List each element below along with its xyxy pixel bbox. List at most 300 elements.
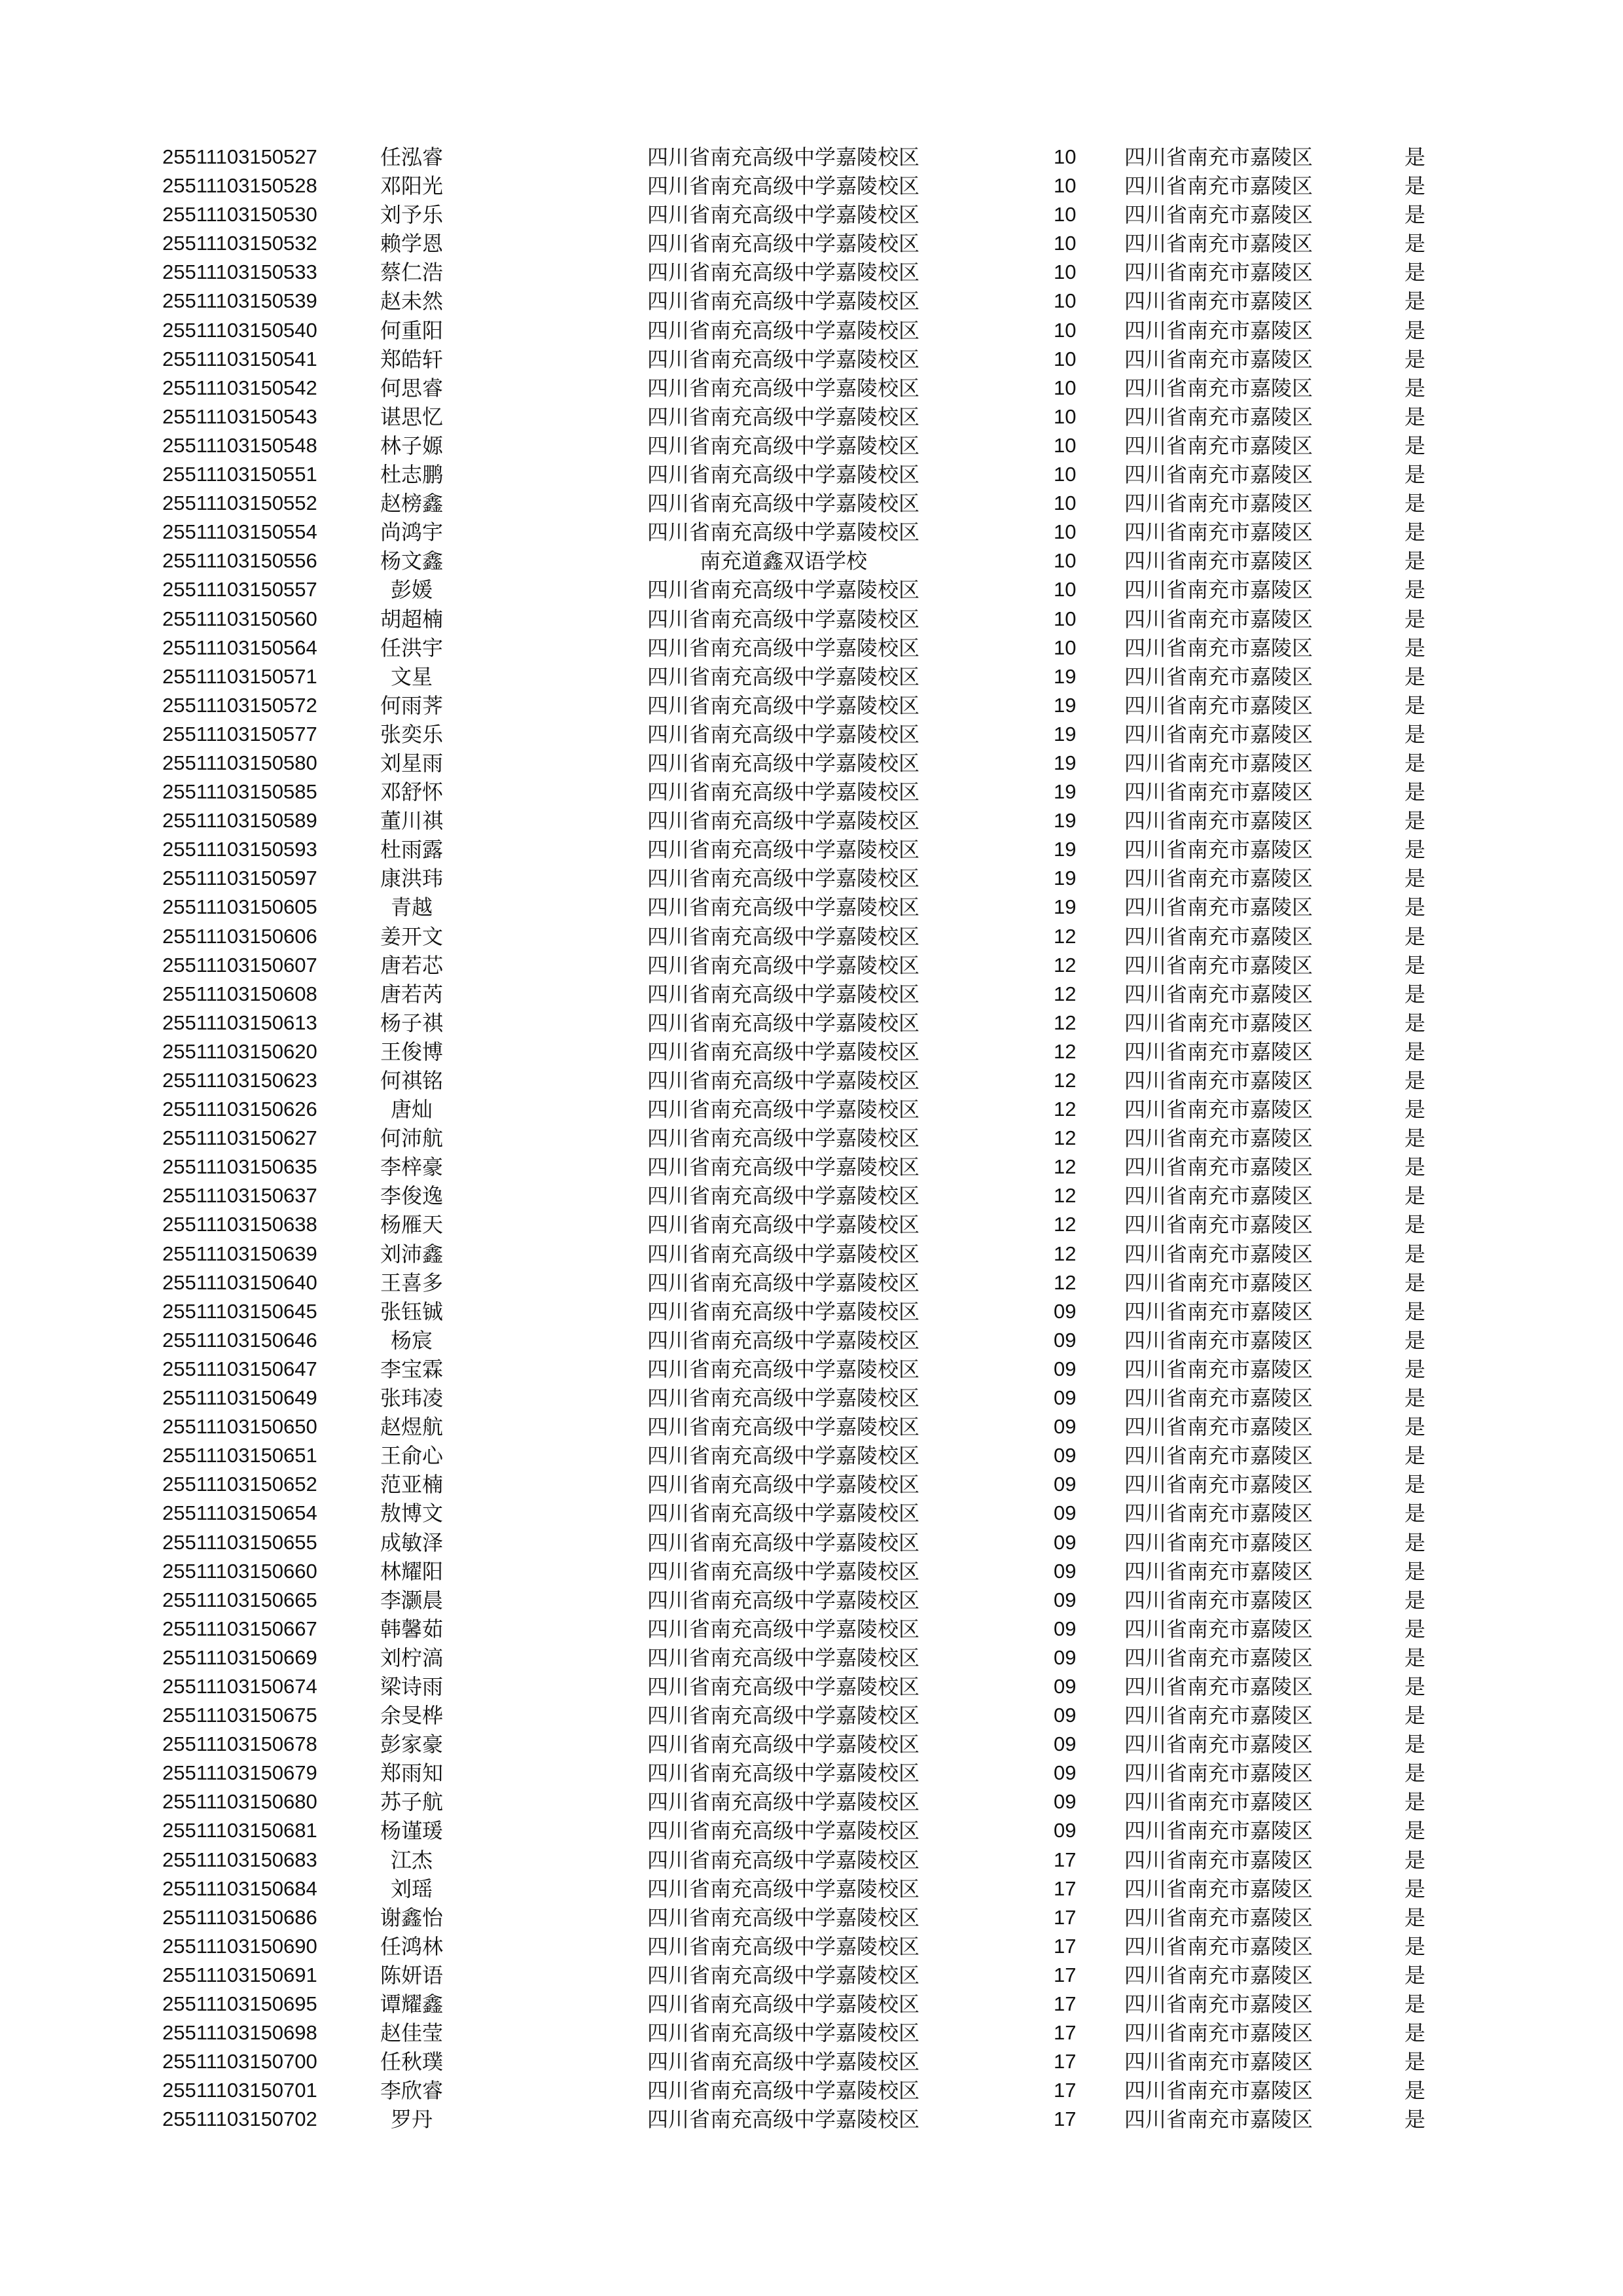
flag-cell: 是 xyxy=(1404,1876,1426,1901)
school-cell: 四川省南充高级中学嘉陵校区 xyxy=(647,1847,919,1873)
student-name-cell: 赵煜航 xyxy=(380,1414,443,1440)
student-id-cell: 25511103150678 xyxy=(162,1732,317,1756)
flag-cell: 是 xyxy=(1404,2020,1426,2046)
class-cell: 10 xyxy=(1054,203,1077,226)
table-row xyxy=(0,258,1623,287)
table-row xyxy=(0,460,1623,489)
table-row xyxy=(0,1730,1623,1759)
student-name-cell: 杨文鑫 xyxy=(380,548,443,574)
table-row xyxy=(0,575,1623,604)
flag-cell: 是 xyxy=(1404,780,1426,805)
class-cell: 17 xyxy=(1054,1992,1077,2015)
student-name-cell: 唐若芮 xyxy=(380,981,443,1007)
table-row xyxy=(0,1268,1623,1297)
student-id-cell: 25511103150683 xyxy=(162,1848,317,1871)
school-cell: 四川省南充高级中学嘉陵校区 xyxy=(647,1356,919,1382)
class-cell: 12 xyxy=(1054,1242,1077,1265)
school-cell: 四川省南充高级中学嘉陵校区 xyxy=(647,1703,919,1729)
class-cell: 09 xyxy=(1054,1674,1077,1698)
student-id-cell: 25511103150577 xyxy=(162,722,317,745)
student-name-cell: 董川祺 xyxy=(380,808,443,834)
school-cell: 四川省南充高级中学嘉陵校区 xyxy=(647,1933,919,1959)
student-name-cell: 范亚楠 xyxy=(380,1472,443,1498)
flag-cell: 是 xyxy=(1404,1674,1426,1699)
region-cell: 四川省南充市嘉陵区 xyxy=(1124,375,1313,401)
student-name-cell: 胡超楠 xyxy=(380,606,443,632)
class-cell: 10 xyxy=(1054,376,1077,399)
class-cell: 19 xyxy=(1054,867,1077,890)
flag-cell: 是 xyxy=(1404,1327,1426,1353)
school-cell: 四川省南充高级中学嘉陵校区 xyxy=(647,1530,919,1555)
student-id-cell: 25511103150560 xyxy=(162,607,317,630)
region-cell: 四川省南充市嘉陵区 xyxy=(1124,1097,1313,1122)
student-name-cell: 王俊博 xyxy=(380,1039,443,1064)
school-cell: 四川省南充高级中学嘉陵校区 xyxy=(647,289,919,314)
flag-cell: 是 xyxy=(1404,1732,1426,1757)
table-row xyxy=(0,1643,1623,1672)
flag-cell: 是 xyxy=(1404,1933,1426,1959)
table-row xyxy=(0,200,1623,229)
class-cell: 09 xyxy=(1054,1559,1077,1583)
student-name-cell: 李俊逸 xyxy=(380,1183,443,1209)
region-cell: 四川省南充市嘉陵区 xyxy=(1124,1876,1313,1901)
class-cell: 10 xyxy=(1054,404,1077,428)
table-row xyxy=(0,1672,1623,1701)
flag-cell: 是 xyxy=(1404,1789,1426,1815)
flag-cell: 是 xyxy=(1404,1443,1426,1469)
school-cell: 四川省南充高级中学嘉陵校区 xyxy=(647,1270,919,1295)
flag-cell: 是 xyxy=(1404,2107,1426,2132)
student-id-cell: 25511103150620 xyxy=(162,1039,317,1063)
flag-cell: 是 xyxy=(1404,1587,1426,1613)
student-name-cell: 王俞心 xyxy=(380,1443,443,1469)
student-name-cell: 任秋璞 xyxy=(380,2049,443,2075)
class-cell: 19 xyxy=(1054,664,1077,688)
class-cell: 09 xyxy=(1054,1588,1077,1611)
table-row xyxy=(0,1240,1623,1268)
school-cell: 四川省南充高级中学嘉陵校区 xyxy=(647,808,919,834)
flag-cell: 是 xyxy=(1404,433,1426,458)
region-cell: 四川省南充市嘉陵区 xyxy=(1124,2020,1313,2046)
region-cell: 四川省南充市嘉陵区 xyxy=(1124,462,1313,488)
student-name-cell: 彭家豪 xyxy=(380,1732,443,1757)
flag-cell: 是 xyxy=(1404,145,1426,170)
region-cell: 四川省南充市嘉陵区 xyxy=(1124,173,1313,199)
table-row xyxy=(0,778,1623,806)
school-cell: 四川省南充高级中学嘉陵校区 xyxy=(647,433,919,458)
class-cell: 10 xyxy=(1054,520,1077,544)
student-name-cell: 刘沛鑫 xyxy=(380,1241,443,1266)
flag-cell: 是 xyxy=(1404,664,1426,689)
region-cell: 四川省南充市嘉陵区 xyxy=(1124,2049,1313,2075)
table-row xyxy=(0,403,1623,431)
student-id-cell: 25511103150585 xyxy=(162,780,317,804)
student-id-cell: 25511103150593 xyxy=(162,838,317,861)
student-id-cell: 25511103150639 xyxy=(162,1242,317,1265)
student-name-cell: 刘予乐 xyxy=(380,202,443,228)
flag-cell: 是 xyxy=(1404,952,1426,978)
student-id-cell: 25511103150540 xyxy=(162,318,317,342)
student-id-cell: 25511103150608 xyxy=(162,982,317,1005)
student-name-cell: 张玮凌 xyxy=(380,1386,443,1411)
table-row xyxy=(0,1153,1623,1181)
class-cell: 09 xyxy=(1054,1732,1077,1756)
region-cell: 四川省南充市嘉陵区 xyxy=(1124,635,1313,660)
student-id-cell: 25511103150680 xyxy=(162,1790,317,1814)
student-id-cell: 25511103150532 xyxy=(162,232,317,255)
flag-cell: 是 xyxy=(1404,289,1426,314)
table-row xyxy=(0,835,1623,864)
table-row xyxy=(0,1095,1623,1124)
region-cell: 四川省南充市嘉陵区 xyxy=(1124,1645,1313,1670)
class-cell: 12 xyxy=(1054,924,1077,948)
student-id-cell: 25511103150698 xyxy=(162,2021,317,2045)
student-name-cell: 何思睿 xyxy=(380,375,443,401)
flag-cell: 是 xyxy=(1404,1992,1426,2017)
flag-cell: 是 xyxy=(1404,1356,1426,1382)
student-id-cell: 25511103150543 xyxy=(162,404,317,428)
flag-cell: 是 xyxy=(1404,1530,1426,1555)
flag-cell: 是 xyxy=(1404,2049,1426,2075)
region-cell: 四川省南充市嘉陵区 xyxy=(1124,1501,1313,1526)
flag-cell: 是 xyxy=(1404,1703,1426,1729)
student-id-cell: 25511103150542 xyxy=(162,376,317,399)
table-row xyxy=(0,1701,1623,1730)
school-cell: 南充道鑫双语学校 xyxy=(699,548,867,574)
class-cell: 12 xyxy=(1054,1213,1077,1236)
region-cell: 四川省南充市嘉陵区 xyxy=(1124,145,1313,170)
student-id-cell: 25511103150679 xyxy=(162,1761,317,1785)
class-cell: 12 xyxy=(1054,1039,1077,1063)
region-cell: 四川省南充市嘉陵区 xyxy=(1124,260,1313,285)
region-cell: 四川省南充市嘉陵区 xyxy=(1124,1126,1313,1151)
student-name-cell: 杜雨露 xyxy=(380,837,443,863)
school-cell: 四川省南充高级中学嘉陵校区 xyxy=(647,1761,919,1786)
student-name-cell: 赖学恩 xyxy=(380,231,443,257)
region-cell: 四川省南充市嘉陵区 xyxy=(1124,202,1313,228)
school-cell: 四川省南充高级中学嘉陵校区 xyxy=(647,1443,919,1469)
region-cell: 四川省南充市嘉陵区 xyxy=(1124,808,1313,834)
class-cell: 19 xyxy=(1054,809,1077,833)
school-cell: 四川省南充高级中学嘉陵校区 xyxy=(647,491,919,516)
table-row xyxy=(0,1412,1623,1441)
student-name-cell: 陈妍语 xyxy=(380,1962,443,1988)
class-cell: 09 xyxy=(1054,1704,1077,1727)
school-cell: 四川省南充高级中学嘉陵校区 xyxy=(647,721,919,747)
school-cell: 四川省南充高级中学嘉陵校区 xyxy=(647,145,919,170)
student-id-cell: 25511103150623 xyxy=(162,1069,317,1092)
flag-cell: 是 xyxy=(1404,1155,1426,1180)
region-cell: 四川省南充市嘉陵区 xyxy=(1124,231,1313,257)
region-cell: 四川省南充市嘉陵区 xyxy=(1124,1299,1313,1324)
region-cell: 四川省南充市嘉陵区 xyxy=(1124,1414,1313,1440)
student-name-cell: 刘瑶 xyxy=(390,1876,433,1901)
school-cell: 四川省南充高级中学嘉陵校区 xyxy=(647,2107,919,2132)
student-id-cell: 25511103150691 xyxy=(162,1963,317,1986)
student-id-cell: 25511103150674 xyxy=(162,1674,317,1698)
student-id-cell: 25511103150548 xyxy=(162,433,317,457)
student-id-cell: 25511103150646 xyxy=(162,1328,317,1352)
class-cell: 17 xyxy=(1054,1876,1077,1900)
region-cell: 四川省南充市嘉陵区 xyxy=(1124,1761,1313,1786)
table-row xyxy=(0,2018,1623,2047)
class-cell: 17 xyxy=(1054,2021,1077,2045)
class-cell: 12 xyxy=(1054,1011,1077,1034)
student-name-cell: 李欣睿 xyxy=(380,2078,443,2104)
region-cell: 四川省南充市嘉陵区 xyxy=(1124,1558,1313,1584)
flag-cell: 是 xyxy=(1404,173,1426,199)
student-name-cell: 韩馨茹 xyxy=(380,1616,443,1641)
region-cell: 四川省南充市嘉陵区 xyxy=(1124,2107,1313,2132)
student-name-cell: 邓阳光 xyxy=(380,173,443,199)
student-id-cell: 25511103150541 xyxy=(162,347,317,370)
region-cell: 四川省南充市嘉陵区 xyxy=(1124,1327,1313,1353)
region-cell: 四川省南充市嘉陵区 xyxy=(1124,520,1313,545)
school-cell: 四川省南充高级中学嘉陵校区 xyxy=(647,837,919,863)
region-cell: 四川省南充市嘉陵区 xyxy=(1124,2078,1313,2104)
table-row xyxy=(0,1846,1623,1874)
class-cell: 12 xyxy=(1054,982,1077,1005)
student-name-cell: 任泓睿 xyxy=(380,145,443,170)
flag-cell: 是 xyxy=(1404,1414,1426,1440)
flag-cell: 是 xyxy=(1404,837,1426,863)
region-cell: 四川省南充市嘉陵区 xyxy=(1124,548,1313,574)
table-row xyxy=(0,171,1623,200)
table-row xyxy=(0,489,1623,518)
student-name-cell: 姜开文 xyxy=(380,924,443,949)
table-row xyxy=(0,1297,1623,1326)
flag-cell: 是 xyxy=(1404,231,1426,257)
class-cell: 10 xyxy=(1054,636,1077,659)
student-id-cell: 25511103150665 xyxy=(162,1588,317,1611)
student-id-cell: 25511103150528 xyxy=(162,174,317,198)
flag-cell: 是 xyxy=(1404,1039,1426,1064)
school-cell: 四川省南充高级中学嘉陵校区 xyxy=(647,2078,919,2104)
student-id-cell: 25511103150527 xyxy=(162,145,317,168)
student-name-cell: 任洪宇 xyxy=(380,635,443,660)
flag-cell: 是 xyxy=(1404,491,1426,516)
flag-cell: 是 xyxy=(1404,866,1426,891)
region-cell: 四川省南充市嘉陵区 xyxy=(1124,1962,1313,1988)
student-name-cell: 李灏晨 xyxy=(380,1587,443,1613)
flag-cell: 是 xyxy=(1404,1761,1426,1786)
flag-cell: 是 xyxy=(1404,548,1426,574)
region-cell: 四川省南充市嘉陵区 xyxy=(1124,1183,1313,1209)
student-id-cell: 25511103150681 xyxy=(162,1819,317,1842)
region-cell: 四川省南充市嘉陵区 xyxy=(1124,1530,1313,1555)
student-name-cell: 林耀阳 xyxy=(380,1558,443,1584)
student-name-cell: 刘柠滈 xyxy=(380,1645,443,1670)
region-cell: 四川省南充市嘉陵区 xyxy=(1124,433,1313,458)
student-id-cell: 25511103150649 xyxy=(162,1386,317,1410)
flag-cell: 是 xyxy=(1404,520,1426,545)
region-cell: 四川省南充市嘉陵区 xyxy=(1124,1674,1313,1699)
student-name-cell: 尚鸿宇 xyxy=(380,520,443,545)
student-name-cell: 余旻桦 xyxy=(380,1703,443,1729)
flag-cell: 是 xyxy=(1404,692,1426,718)
student-name-cell: 杨谨瑗 xyxy=(380,1818,443,1844)
flag-cell: 是 xyxy=(1404,346,1426,372)
region-cell: 四川省南充市嘉陵区 xyxy=(1124,1847,1313,1873)
school-cell: 四川省南充高级中学嘉陵校区 xyxy=(647,692,919,718)
flag-cell: 是 xyxy=(1404,1962,1426,1988)
region-cell: 四川省南充市嘉陵区 xyxy=(1124,577,1313,603)
class-cell: 09 xyxy=(1054,1819,1077,1842)
school-cell: 四川省南充高级中学嘉陵校区 xyxy=(647,1501,919,1526)
table-row xyxy=(0,1528,1623,1557)
flag-cell: 是 xyxy=(1404,577,1426,603)
region-cell: 四川省南充市嘉陵区 xyxy=(1124,1818,1313,1844)
school-cell: 四川省南充高级中学嘉陵校区 xyxy=(647,780,919,805)
school-cell: 四川省南充高级中学嘉陵校区 xyxy=(647,1386,919,1411)
student-name-cell: 何祺铭 xyxy=(380,1068,443,1093)
class-cell: 10 xyxy=(1054,232,1077,255)
student-id-cell: 25511103150626 xyxy=(162,1098,317,1121)
flag-cell: 是 xyxy=(1404,2078,1426,2104)
region-cell: 四川省南充市嘉陵区 xyxy=(1124,1789,1313,1815)
student-id-cell: 25511103150669 xyxy=(162,1645,317,1669)
flag-cell: 是 xyxy=(1404,1558,1426,1584)
student-name-cell: 林子嫄 xyxy=(380,433,443,458)
region-cell: 四川省南充市嘉陵区 xyxy=(1124,1992,1313,2017)
school-cell: 四川省南充高级中学嘉陵校区 xyxy=(647,981,919,1007)
flag-cell: 是 xyxy=(1404,1501,1426,1526)
class-cell: 09 xyxy=(1054,1617,1077,1640)
student-id-cell: 25511103150551 xyxy=(162,463,317,486)
flag-cell: 是 xyxy=(1404,981,1426,1007)
student-id-cell: 25511103150556 xyxy=(162,549,317,573)
class-cell: 12 xyxy=(1054,1126,1077,1150)
table-row xyxy=(0,634,1623,662)
class-cell: 09 xyxy=(1054,1357,1077,1380)
class-cell: 09 xyxy=(1054,1473,1077,1496)
school-cell: 四川省南充高级中学嘉陵校区 xyxy=(647,1039,919,1064)
table-row xyxy=(0,1557,1623,1586)
table-row xyxy=(0,1441,1623,1470)
table-row xyxy=(0,1903,1623,1932)
student-name-cell: 谌思忆 xyxy=(380,404,443,429)
student-id-cell: 25511103150606 xyxy=(162,924,317,948)
student-name-cell: 杨雁天 xyxy=(380,1212,443,1238)
region-cell: 四川省南充市嘉陵区 xyxy=(1124,1472,1313,1498)
roster-table xyxy=(0,143,1623,2134)
table-row xyxy=(0,951,1623,980)
table-row xyxy=(0,922,1623,951)
table-row xyxy=(0,806,1623,835)
table-row xyxy=(0,316,1623,345)
class-cell: 17 xyxy=(1054,1905,1077,1929)
class-cell: 09 xyxy=(1054,1530,1077,1554)
student-name-cell: 梁诗雨 xyxy=(380,1674,443,1699)
table-row xyxy=(0,1210,1623,1239)
student-id-cell: 25511103150654 xyxy=(162,1501,317,1525)
school-cell: 四川省南充高级中学嘉陵校区 xyxy=(647,260,919,285)
school-cell: 四川省南充高级中学嘉陵校区 xyxy=(647,1097,919,1122)
student-name-cell: 何沛航 xyxy=(380,1126,443,1151)
class-cell: 12 xyxy=(1054,1155,1077,1179)
school-cell: 四川省南充高级中学嘉陵校区 xyxy=(647,1616,919,1641)
student-id-cell: 25511103150660 xyxy=(162,1559,317,1583)
student-name-cell: 王喜多 xyxy=(380,1270,443,1295)
flag-cell: 是 xyxy=(1404,462,1426,488)
flag-cell: 是 xyxy=(1404,1386,1426,1411)
student-name-cell: 彭媛 xyxy=(390,577,433,603)
student-id-cell: 25511103150702 xyxy=(162,2108,317,2131)
student-id-cell: 25511103150690 xyxy=(162,1934,317,1958)
student-id-cell: 25511103150686 xyxy=(162,1905,317,1929)
school-cell: 四川省南充高级中学嘉陵校区 xyxy=(647,1587,919,1613)
table-row xyxy=(0,605,1623,634)
class-cell: 12 xyxy=(1054,1270,1077,1294)
class-cell: 19 xyxy=(1054,838,1077,861)
student-id-cell: 25511103150613 xyxy=(162,1011,317,1034)
table-row xyxy=(0,1990,1623,2018)
region-cell: 四川省南充市嘉陵区 xyxy=(1124,1732,1313,1757)
class-cell: 09 xyxy=(1054,1444,1077,1467)
student-name-cell: 刘星雨 xyxy=(380,750,443,776)
class-cell: 17 xyxy=(1054,2050,1077,2073)
flag-cell: 是 xyxy=(1404,750,1426,776)
student-name-cell: 谢鑫怡 xyxy=(380,1905,443,1930)
student-id-cell: 25511103150539 xyxy=(162,289,317,313)
student-id-cell: 25511103150637 xyxy=(162,1184,317,1208)
table-row xyxy=(0,749,1623,778)
student-name-cell: 杨子祺 xyxy=(380,1010,443,1035)
student-id-cell: 25511103150564 xyxy=(162,636,317,659)
student-name-cell: 李梓豪 xyxy=(380,1155,443,1180)
school-cell: 四川省南充高级中学嘉陵校区 xyxy=(647,520,919,545)
region-cell: 四川省南充市嘉陵区 xyxy=(1124,866,1313,891)
school-cell: 四川省南充高级中学嘉陵校区 xyxy=(647,1183,919,1209)
flag-cell: 是 xyxy=(1404,1270,1426,1295)
school-cell: 四川省南充高级中学嘉陵校区 xyxy=(647,404,919,429)
region-cell: 四川省南充市嘉陵区 xyxy=(1124,1241,1313,1266)
student-name-cell: 敖博文 xyxy=(380,1501,443,1526)
student-name-cell: 赵榜鑫 xyxy=(380,491,443,516)
table-row xyxy=(0,1615,1623,1643)
region-cell: 四川省南充市嘉陵区 xyxy=(1124,1587,1313,1613)
class-cell: 19 xyxy=(1054,722,1077,745)
student-id-cell: 25511103150645 xyxy=(162,1299,317,1323)
table-row xyxy=(0,1326,1623,1355)
region-cell: 四川省南充市嘉陵区 xyxy=(1124,780,1313,805)
school-cell: 四川省南充高级中学嘉陵校区 xyxy=(647,635,919,660)
school-cell: 四川省南充高级中学嘉陵校区 xyxy=(647,1155,919,1180)
class-cell: 17 xyxy=(1054,1848,1077,1871)
school-cell: 四川省南充高级中学嘉陵校区 xyxy=(647,173,919,199)
school-cell: 四川省南充高级中学嘉陵校区 xyxy=(647,664,919,689)
school-cell: 四川省南充高级中学嘉陵校区 xyxy=(647,1212,919,1238)
flag-cell: 是 xyxy=(1404,635,1426,660)
school-cell: 四川省南充高级中学嘉陵校区 xyxy=(647,1962,919,1988)
school-cell: 四川省南充高级中学嘉陵校区 xyxy=(647,1674,919,1699)
student-name-cell: 唐若芯 xyxy=(380,952,443,978)
class-cell: 10 xyxy=(1054,578,1077,601)
flag-cell: 是 xyxy=(1404,1212,1426,1238)
region-cell: 四川省南充市嘉陵区 xyxy=(1124,1933,1313,1959)
class-cell: 10 xyxy=(1054,318,1077,342)
class-cell: 10 xyxy=(1054,549,1077,573)
student-id-cell: 25511103150650 xyxy=(162,1415,317,1439)
region-cell: 四川省南充市嘉陵区 xyxy=(1124,1443,1313,1469)
student-id-cell: 25511103150589 xyxy=(162,809,317,833)
school-cell: 四川省南充高级中学嘉陵校区 xyxy=(647,1558,919,1584)
school-cell: 四川省南充高级中学嘉陵校区 xyxy=(647,2049,919,2075)
table-row xyxy=(0,1499,1623,1528)
student-name-cell: 苏子航 xyxy=(380,1789,443,1815)
student-name-cell: 杨宸 xyxy=(390,1327,433,1353)
school-cell: 四川省南充高级中学嘉陵校区 xyxy=(647,866,919,891)
